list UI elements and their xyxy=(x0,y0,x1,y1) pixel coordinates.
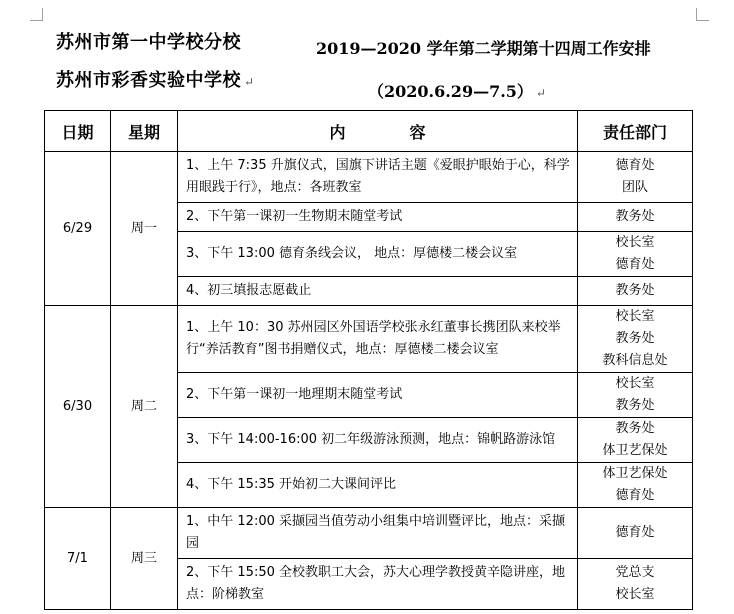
paragraph-mark-icon: ↵ xyxy=(535,86,546,100)
schedule-table xyxy=(44,110,693,610)
cell-content: 2、下午 15:50 全校教职工大会，苏大心理学教授黄辛隐讲座，地点：阶梯教室 xyxy=(178,559,578,610)
cell-department: 德育处 xyxy=(578,508,693,559)
cell-date: 6/29 xyxy=(45,152,111,306)
school-name-2-text: 苏州市彩香实验中学校 xyxy=(56,70,241,91)
table-row xyxy=(45,306,693,373)
cell-department: 教务处 xyxy=(578,203,693,232)
cell-content: 3、下午 14:00-16:00 初二年级游泳预测，地点：锦帆路游泳馆 xyxy=(178,418,578,463)
school-name-2 xyxy=(56,66,255,92)
date-range-text: （2020.6.29—7.5） xyxy=(368,82,533,101)
cell-department: 德育处 团队 xyxy=(578,152,693,203)
header-weekday: 星期 xyxy=(111,111,178,152)
cell-department: 教务处 体卫艺保处 xyxy=(578,418,693,463)
header-date: 日期 xyxy=(45,111,111,152)
header-content: 内 容 xyxy=(178,111,578,152)
cell-weekday: 周一 xyxy=(111,152,178,306)
school-name-1 xyxy=(56,28,241,54)
cell-date: 7/1 xyxy=(45,508,111,610)
cell-content: 1、上午 7:35 升旗仪式，国旗下讲话主题《爱眼护眼始于心，科学用眼践于行》，地点：各班教室 xyxy=(178,152,578,203)
cell-department: 校长室 德育处 xyxy=(578,232,693,277)
paragraph-mark-icon: ↵ xyxy=(244,75,255,89)
header-department: 责任部门 xyxy=(578,111,693,152)
page-corner-mark-left xyxy=(30,8,43,21)
cell-content: 4、初三填报志愿截止 xyxy=(178,277,578,306)
cell-department: 校长室 教务处 教科信息处 xyxy=(578,306,693,373)
cell-content: 3、下午 13:00 德育条线会议， 地点：厚德楼二楼会议室 xyxy=(178,232,578,277)
table-row xyxy=(45,152,693,203)
cell-date: 6/30 xyxy=(45,306,111,508)
schedule-body xyxy=(45,152,693,610)
cell-content: 1、中午 12:00 采撷园当值劳动小组集中培训暨评比，地点：采撷园 xyxy=(178,508,578,559)
cell-weekday: 周二 xyxy=(111,306,178,508)
cell-content: 2、下午第一课初一生物期末随堂考试 xyxy=(178,203,578,232)
cell-department: 党总支 校长室 xyxy=(578,559,693,610)
table-header-row xyxy=(45,111,693,152)
cell-department: 体卫艺保处 德育处 xyxy=(578,463,693,508)
document-title xyxy=(316,36,651,59)
cell-weekday: 周三 xyxy=(111,508,178,610)
school-name-1-text: 苏州市第一中学校分校 xyxy=(56,32,241,53)
page-corner-mark-right xyxy=(696,8,709,21)
table-row xyxy=(45,508,693,559)
cell-content: 4、下午 15:35 开始初二大课间评比 xyxy=(178,463,578,508)
cell-content: 2、下午第一课初一地理期末随堂考试 xyxy=(178,373,578,418)
cell-department: 校长室 教务处 xyxy=(578,373,693,418)
document-title-text: 2019—2020 学年第二学期第十四周工作安排 xyxy=(316,39,651,58)
cell-content: 1、上午 10：30 苏州园区外国语学校张永红董事长携团队来校举行“养活教育”图书捐赠仪式，地点：厚德楼二楼会议室 xyxy=(178,306,578,373)
cell-department: 教务处 xyxy=(578,277,693,306)
date-range xyxy=(368,79,546,102)
